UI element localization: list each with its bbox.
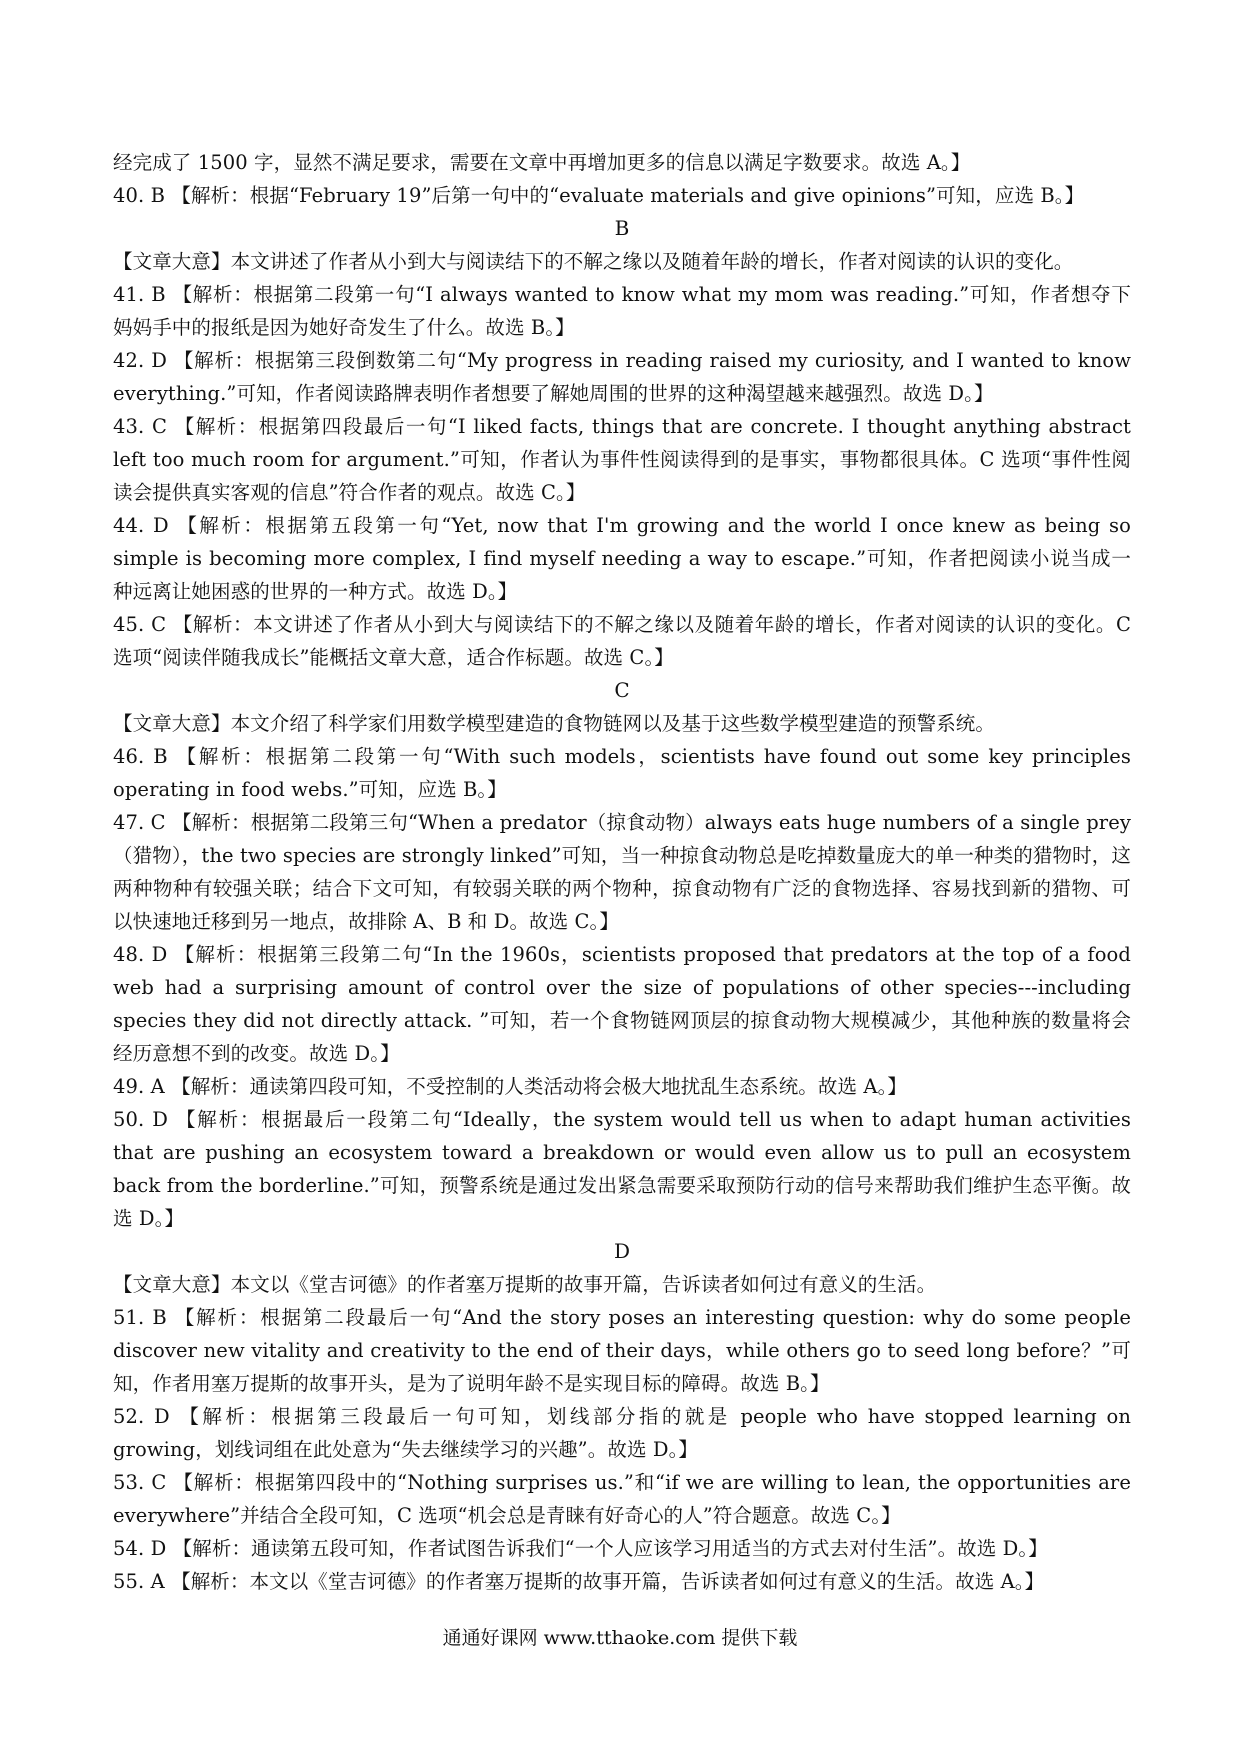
- answer-54: 54. D 【解析：通读第五段可知，作者试图告诉我们“一个人应该学习用适当的方式去对付生活”。故选 D。】: [113, 1537, 1048, 1560]
- answer-45: 45. C 【解析：本文讲述了作者从小到大与阅读结下的不解之缘以及随着年龄的增长，作者对阅读的认识的变化。C 选项“阅读伴随我成长”能概括文章大意，适合作标题。故选 C。】: [113, 613, 1131, 669]
- answer-key-page: [113, 146, 1131, 1598]
- answer-51: 51. B 【解析：根据第二段最后一句“And the story poses an interesting question: why do some people discover new vitality and creativity to the end of their days，while others go to seed long before？”可知，作者用塞万提斯的故事开头，是为了说明年龄不是实现目标的障碍。故选 B。】: [113, 1306, 1131, 1395]
- answer-43: 43. C 【解析：根据第四段最后一句“I liked facts, things that are concrete. I thought anything abstract left too much room for argument.”可知，作者认为事件性阅读得到的是事实，事物都很具体。C 选项“事件性阅读会提供真实客观的信息”符合作者的观点。故选 C。】: [113, 415, 1131, 504]
- section-heading-b: B: [614, 216, 630, 240]
- section-c-summary: 【文章大意】本文介绍了科学家们用数学模型建造的食物链网以及基于这些数学模型建造的预警系统。: [113, 712, 996, 735]
- answer-40: 40. B 【解析：根据“February 19”后第一句中的“evaluate materials and give opinions”可知，应选 B。】: [113, 184, 1085, 207]
- answer-44: 44. D 【解析：根据第五段第一句“Yet, now that I'm growing and the world I once knew as being so simple is becoming more complex, I find myself needing a way to escape.”可知，作者把阅读小说当成一种远离让她困惑的世界的一种方式。故选 D。】: [113, 514, 1131, 603]
- answer-48: 48. D 【解析：根据第三段第二句“In the 1960s，scientists proposed that predators at the top of a food web had a surprising amount of control over the size of populations of other species---including species they did not directly attack. ”可知，若一个食物链网顶层的掠食动物大规模减少，其他种族的数量将会经历意想不到的改变。故选 D。】: [113, 943, 1131, 1065]
- section-heading-d: D: [613, 1239, 631, 1263]
- continued-explanation: 经完成了 1500 字，显然不满足要求，需要在文章中再增加更多的信息以满足字数要求。故选 A。】: [113, 151, 971, 174]
- answer-53: 53. C 【解析：根据第四段中的“Nothing surprises us.”和“if we are willing to lean, the opportunities are everywhere”并结合全段可知，C 选项“机会总是青睐有好奇心的人”符合题意。故选 C。】: [113, 1471, 1131, 1527]
- section-b-summary: 【文章大意】本文讲述了作者从小到大与阅读结下的不解之缘以及随着年龄的增长，作者对阅读的认识的变化。: [113, 250, 1074, 273]
- section-heading-c: C: [614, 678, 630, 702]
- answer-50: 50. D 【解析：根据最后一段第二句“Ideally，the system would tell us when to adapt human activities that are pushing an ecosystem toward a breakdown or would even allow us to pull an ecosystem back from the borderline.”可知，预警系统是通过发出紧急需要采取预防行动的信号来帮助我们维护生态平衡。故选 D。】: [113, 1108, 1131, 1230]
- answer-47: 47. C 【解析：根据第二段第三句“When a predator（掠食动物）always eats huge numbers of a single prey（猎物），the two species are strongly linked”可知，当一种掠食动物总是吃掉数量庞大的单一种类的猎物时，这两种物种有较强关联；结合下文可知，有较弱关联的两个物种，掠食动物有广泛的食物选择、容易找到新的猎物、可以快速地迁移到另一地点，故排除 A、B 和 D。故选 C。】: [113, 811, 1131, 933]
- section-d-summary: 【文章大意】本文以《堂吉诃德》的作者塞万提斯的故事开篇，告诉读者如何过有意义的生活。: [113, 1273, 937, 1296]
- answer-49: 49. A 【解析：通读第四段可知，不受控制的人类活动将会极大地扰乱生态系统。故选 A。】: [113, 1075, 908, 1098]
- answer-41: 41. B 【解析：根据第二段第一句“I always wanted to know what my mom was reading.”可知，作者想夺下妈妈手中的报纸是因为她好奇发生了什么。故选 B。】: [113, 283, 1131, 339]
- download-footer: 通通好课网 www.tthaoke.com 提供下载: [442, 1627, 798, 1649]
- answer-46: 46. B 【解析：根据第二段第一句“With such models，scientists have found out some key principles operating in food webs.”可知，应选 B。】: [113, 745, 1131, 801]
- answer-52: 52. D 【解析：根据第三段最后一句可知，划线部分指的就是 people who have stopped learning on growing，划线词组在此处意为“失去继续学习的兴趣”。故选 D。】: [113, 1405, 1131, 1461]
- answer-42: 42. D 【解析：根据第三段倒数第二句“My progress in reading raised my curiosity, and I wanted to know everything.”可知，作者阅读路牌表明作者想要了解她周围的世界的这种渴望越来越强烈。故选 D。】: [113, 349, 1131, 405]
- answer-55: 55. A 【解析：本文以《堂吉诃德》的作者塞万提斯的故事开篇，告诉读者如何过有意义的生活。故选 A。】: [113, 1570, 1045, 1593]
